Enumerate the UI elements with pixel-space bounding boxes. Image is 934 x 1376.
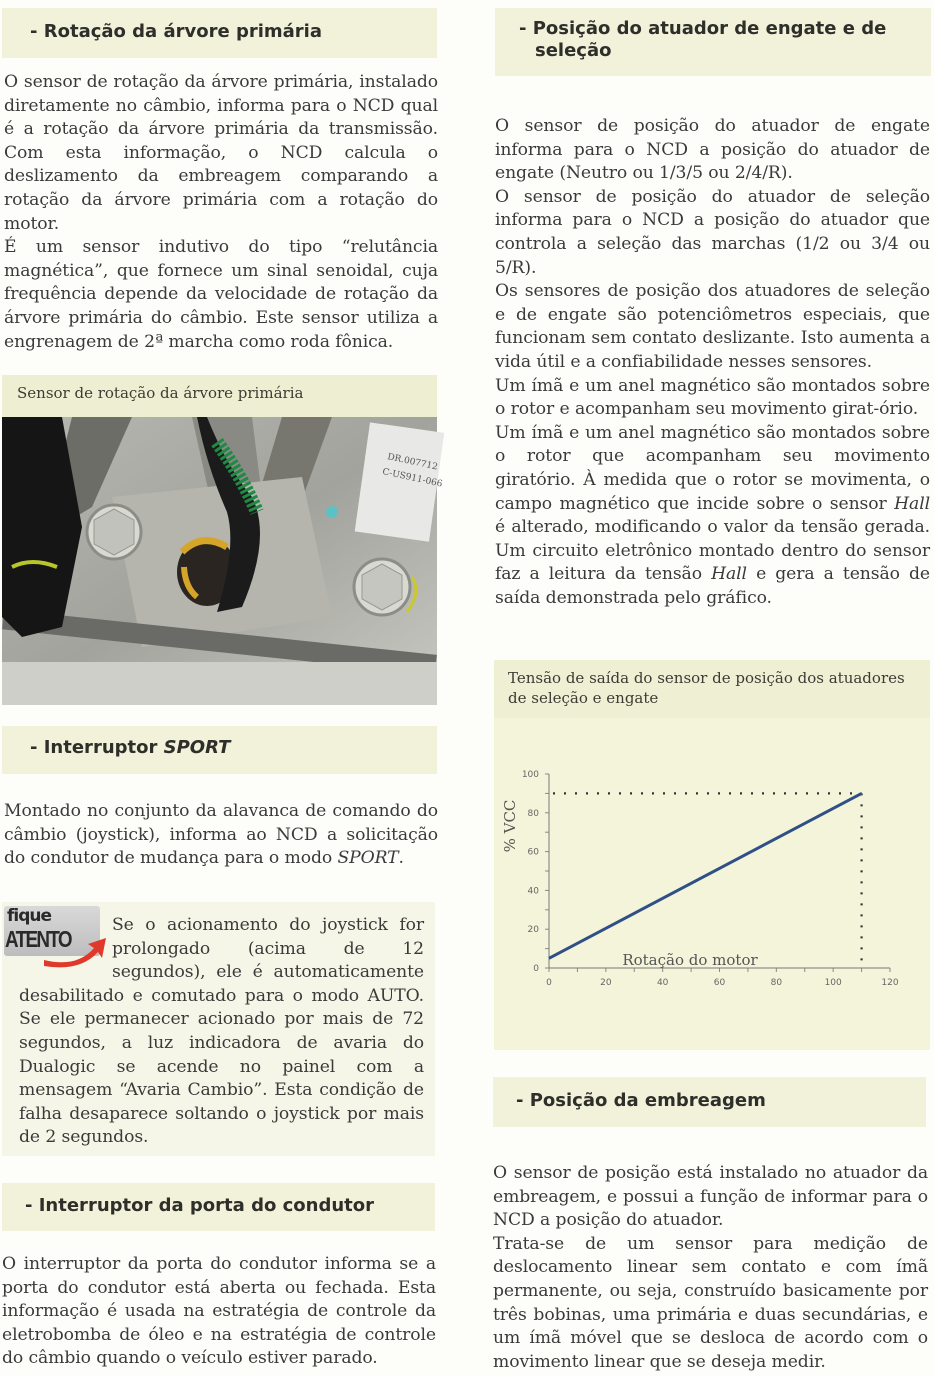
section-title-line: seleção — [535, 40, 612, 61]
series-line — [549, 793, 862, 958]
section-title: - Interruptor — [30, 737, 164, 758]
photo-label: C-US911-066 — [381, 467, 444, 490]
y-tick-label: 0 — [533, 964, 539, 974]
x-tick-label: 40 — [656, 978, 669, 988]
chart-title — [494, 660, 930, 718]
sensor-photo — [2, 417, 444, 705]
x-tick-label: 120 — [881, 978, 899, 988]
sport-body — [4, 800, 438, 871]
paragraph — [4, 800, 438, 871]
paragraph-italic: Hall — [711, 564, 747, 585]
x-tick-label: 60 — [713, 978, 726, 988]
y-axis-label: % VCC — [501, 799, 519, 853]
y-tick-label: 20 — [527, 925, 539, 936]
paragraph: O sensor de posição do atuador de engate informa para o NCD a posição do atuador de engate (Neutro ou 1/3/5 ou 2/4/R). — [495, 116, 930, 184]
y-tick-label: 40 — [527, 886, 539, 897]
badge-text-top: fique — [7, 906, 52, 926]
x-tick-label: 80 — [770, 978, 783, 988]
chart-panel — [494, 660, 930, 1050]
porta-body — [2, 1253, 436, 1371]
section-title: - Posição da embreagem — [516, 1090, 766, 1111]
figure-caption-text: Sensor de rotação da árvore primária — [17, 384, 304, 402]
paragraph — [495, 422, 930, 611]
section-header-embreagem — [493, 1077, 926, 1127]
x-tick-label: 100 — [824, 978, 842, 988]
rotacao-body — [4, 71, 438, 354]
section-title-italic: SPORT — [163, 737, 231, 758]
callout-text — [19, 914, 424, 1150]
photo-label: DR.007712 — [386, 452, 439, 473]
section-title: - — [30, 21, 44, 42]
section-header-atuador — [495, 8, 931, 76]
paragraph-text: Um ímã e um anel magnético são montados sobre o rotor que acompanham seu movimento giratório. À medida que o rotor se movimenta, o campo magnético que incide sobre o sensor — [495, 422, 930, 514]
embreagem-body — [493, 1162, 928, 1374]
paragraph-text: Montado no conjunto da alavanca de comando do câmbio (joystick), informa ao NCD a solicitação do condutor de mudança para o modo — [4, 801, 438, 869]
y-tick-label: 60 — [527, 847, 539, 858]
paragraph: O sensor de posição está instalado no atuador da embreagem, e possui a função de informar para o NCD a posição do atuador. — [493, 1163, 928, 1231]
paragraph: É um sensor indutivo do tipo “relutância magnética”, que fornece um sinal senoidal, cuja frequência depende da velocidade de rotação da árvore primária do câmbio. Este sensor utiliza a engrenagem de 2ª marcha como roda fônica. — [4, 237, 438, 352]
paragraph-italic: Hall — [894, 493, 930, 514]
paragraph: Os sensores de posição dos atuadores de seleção e de engate são potenciômetros especiais, que funcionam sem contato deslizante. Isto aumenta a vida útil e a confiabilidade nesses sensores. — [495, 281, 930, 372]
paragraph-italic: SPORT — [337, 848, 399, 869]
paragraph: O interruptor da porta do condutor informa se a porta do condutor está aberta ou fechada. Esta informação é usada na estratégia de controle da eletrobomba de óleo e na estratégia de controle do câmbio quando o veículo estiver parado. — [2, 1254, 436, 1369]
paragraph-text: é alterado, modificando o valor da tensão gerada. Um circuito eletrônico montado dentro do sensor faz a leitura da tensão — [495, 517, 930, 585]
fique-atento-callout — [2, 902, 435, 1156]
paragraph-text: . — [398, 848, 404, 869]
section-header-sport — [2, 726, 437, 774]
badge-text-bottom: ATENTO — [5, 926, 71, 952]
x-axis-label: Rotação do motor — [622, 951, 758, 969]
chart-title-text: Tensão de saída do sensor de posição dos atuadores de seleção e engate — [508, 669, 905, 707]
section-title-line: - Posição do atuador de engate e de — [519, 18, 887, 39]
x-tick-label: 20 — [600, 978, 612, 988]
paragraph: Trata-se de um sensor para medição de deslocamento linear sem contato e com ímã permanente, ou seja, construído basicamente por três bobinas, uma primária e duas secundárias, e um ímã móvel que se desloca de acordo com o movimento linear que se deseja medir. — [493, 1233, 928, 1372]
paragraph-text: e gera a tensão de saída demonstrada pelo gráfico. — [495, 564, 930, 608]
section-title: - Interruptor da porta do condutor — [25, 1195, 374, 1216]
badge-spacer — [19, 914, 112, 984]
sensor-photo-illustration — [2, 417, 444, 705]
section-title-text: Rotação da árvore primária — [43, 21, 322, 42]
atuador-body — [495, 115, 930, 610]
callout-text-content: Se o acionamento do joystick for prolongado (acima de 12 segundos), ele é automaticamente desabilitado e comutado para o modo AUTO. Se ele permanecer acionado por mais de 72 segundos, a luz indicadora de avaria do Dualogic se acende no painel com a mensagem “Avaria Cambio”. Esta condição de falha desaparece soltando o joystick por mais de 2 segundos. — [19, 915, 424, 1148]
figure-caption — [2, 375, 437, 417]
paragraph: O sensor de posição do atuador de seleção informa para o NCD a posição do atuador que controla a seleção das marchas (1/2 ou 3/4 ou 5/R). — [495, 186, 930, 278]
paragraph: O sensor de rotação da árvore primária, instalado diretamente no câmbio, informa para o NCD qual é a rotação da árvore primária da transmissão. Com esta informação, o NCD calcula o deslizamento da embreagem comparando a rotação da árvore primária com a rotação do motor. — [4, 72, 438, 234]
paragraph: Um ímã e um anel magnético são montados sobre o rotor e acompanham seu movimento girat-ório. — [495, 375, 930, 420]
chart-svg — [494, 718, 930, 1050]
section-header-porta — [2, 1183, 435, 1231]
y-tick-label: 100 — [521, 770, 539, 780]
section-header-rotacao — [2, 8, 437, 58]
y-tick-label: 80 — [527, 808, 539, 819]
x-tick-label: 0 — [546, 978, 552, 988]
